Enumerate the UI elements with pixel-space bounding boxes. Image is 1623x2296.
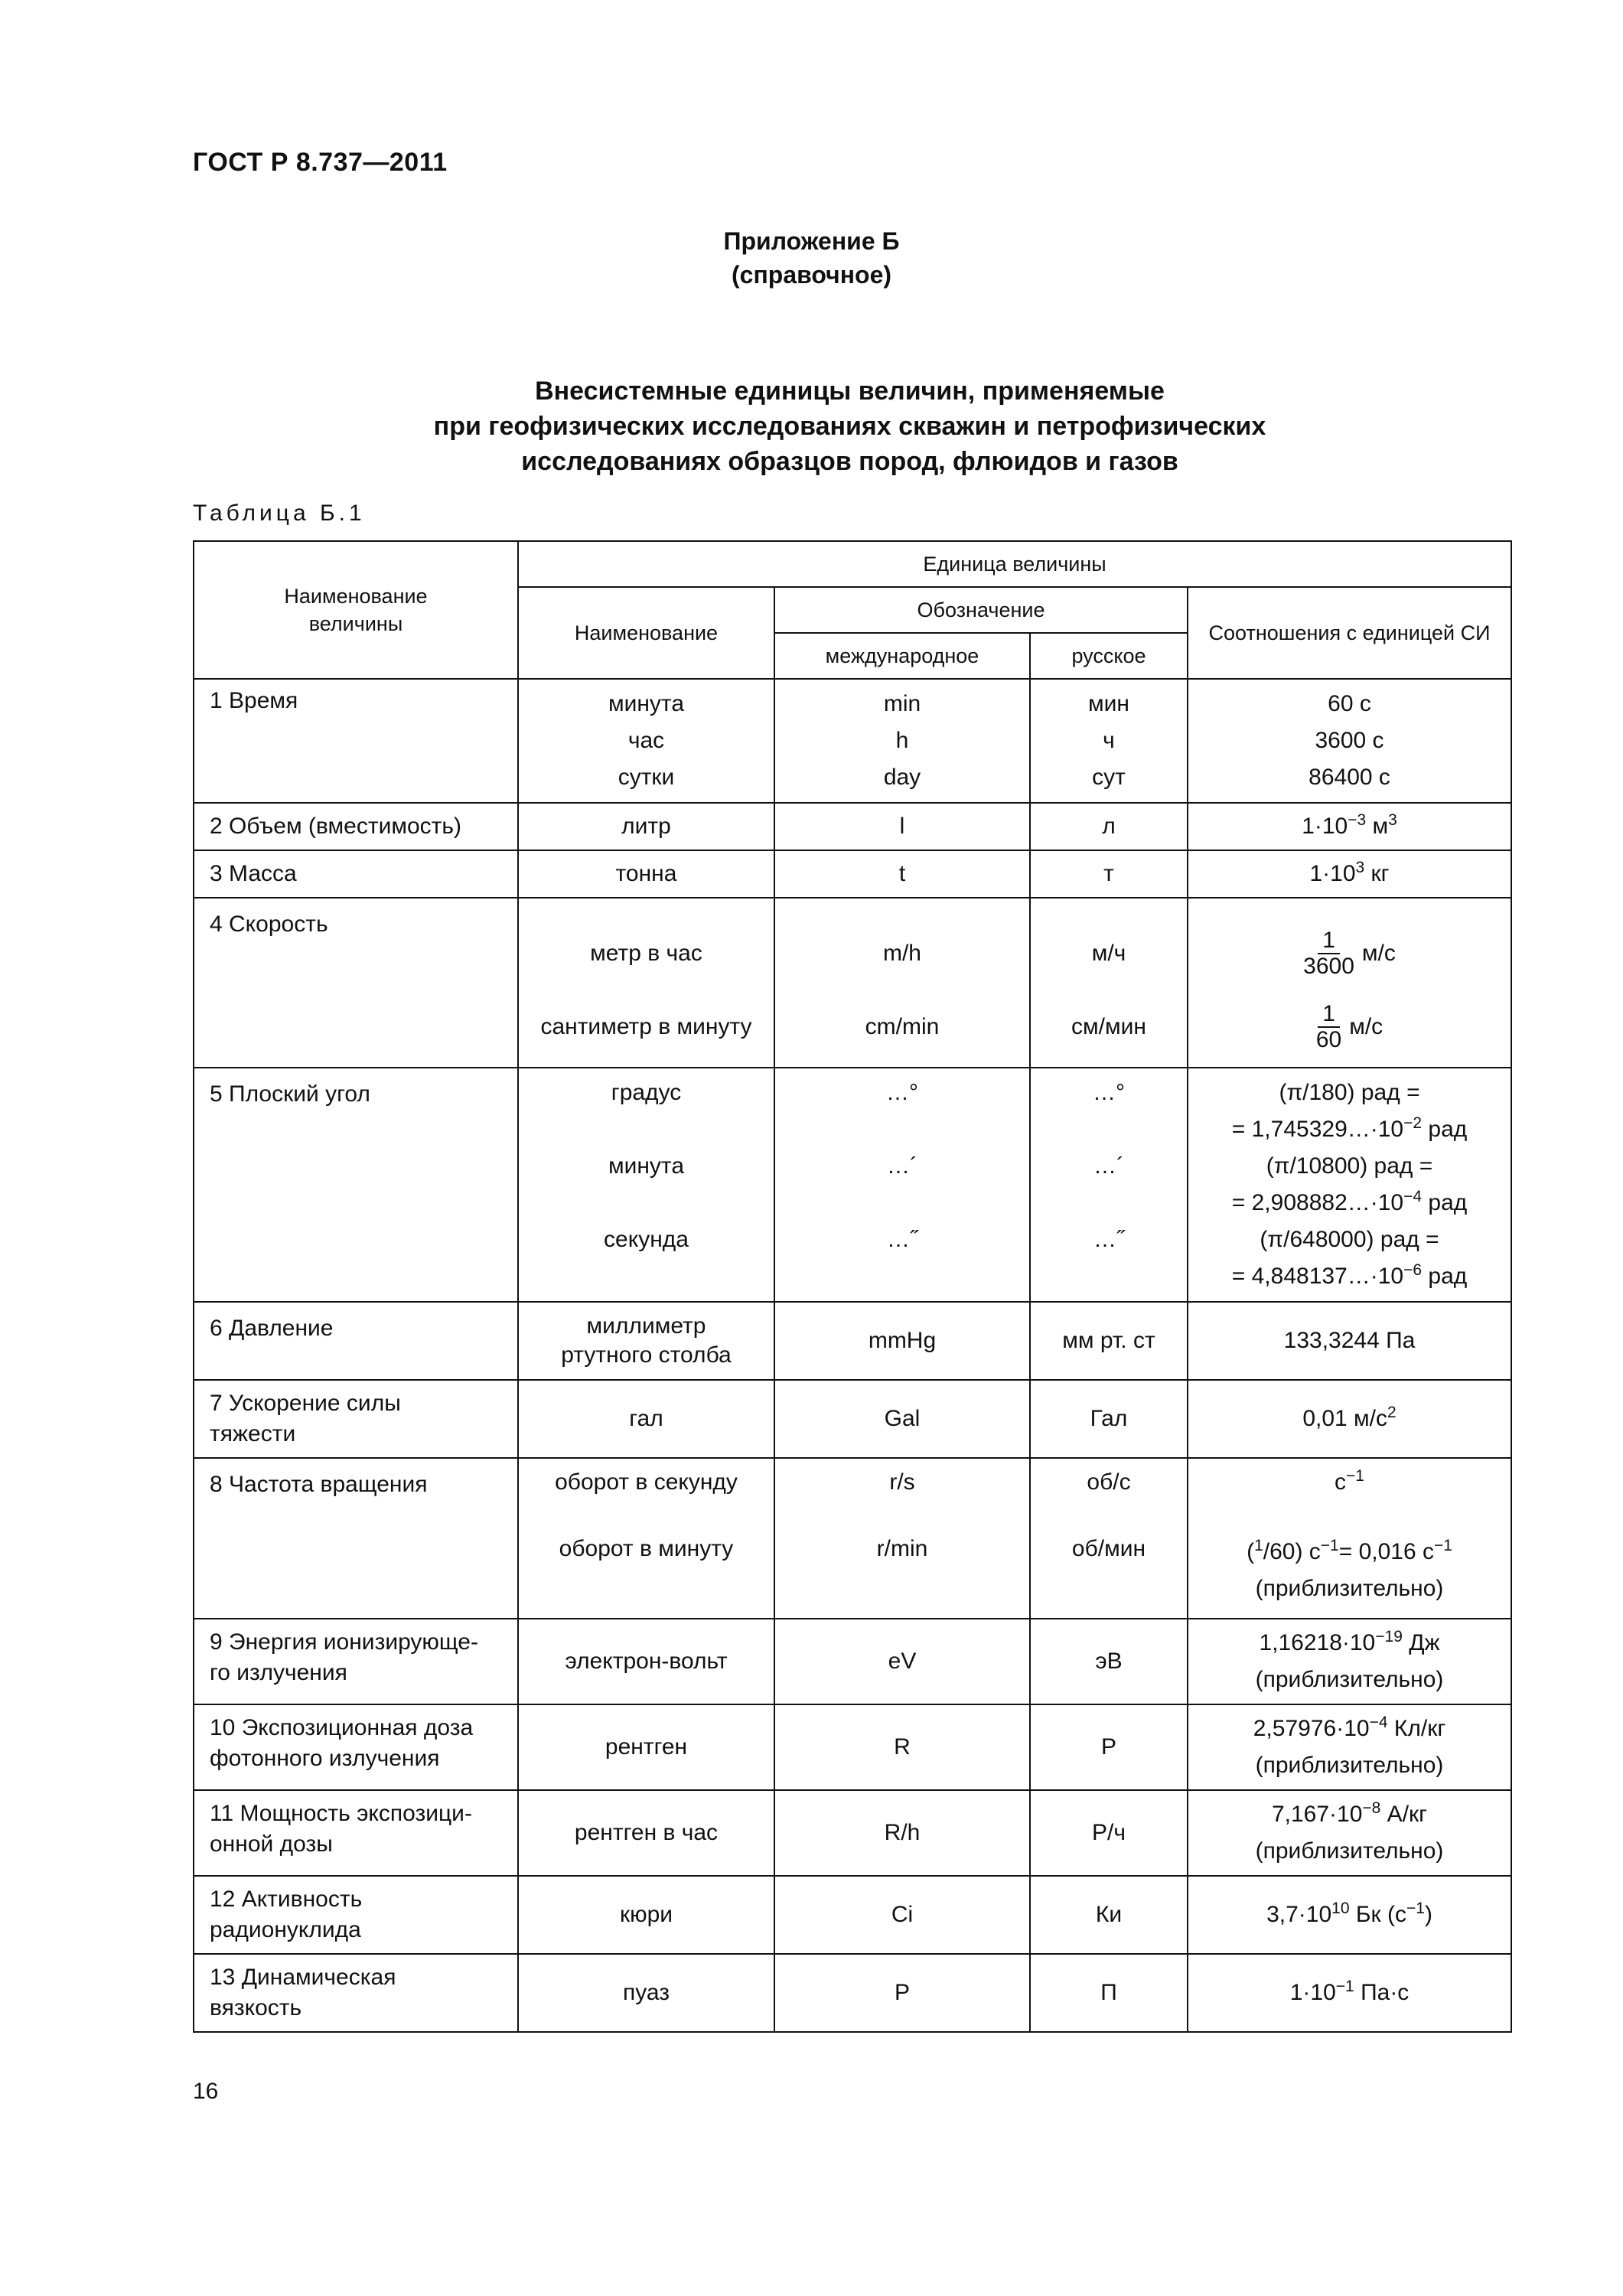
quantity-cell (194, 1380, 518, 1458)
title-line: исследованиях образцов пород, флюидов и газов (521, 447, 1178, 476)
rus-symbol: …´ (1093, 1153, 1124, 1179)
quantity-cell: 1 Время (194, 679, 518, 803)
quantity-cell (194, 1876, 518, 1954)
table-row (194, 1068, 1511, 1302)
unit-name: оборот в секунду (555, 1469, 738, 1495)
rus-cell (1030, 679, 1188, 803)
si-cell (1188, 1068, 1511, 1302)
intl-cell (774, 1068, 1030, 1302)
quantity-cell: 6 Давление (194, 1302, 518, 1380)
table-row (194, 1954, 1511, 2032)
si-value: $с^{-1}$ (1335, 1467, 1364, 1495)
appendix-heading (0, 224, 1623, 292)
si-cell (1188, 679, 1511, 803)
unit-name-cell (518, 679, 774, 803)
rus-symbol: …° (1093, 1080, 1125, 1105)
rus-cell: Р (1030, 1704, 1188, 1790)
unit-name: секунда (604, 1227, 689, 1252)
table-row (194, 850, 1511, 898)
rus-symbol: об/с (1087, 1469, 1131, 1495)
si-cell: $1\cdot 10^3$ кг (1188, 850, 1511, 898)
table-row (194, 679, 1511, 803)
unit-name: ртутного столба (561, 1342, 732, 1368)
standard-designation: ГОСТ Р 8.737—2011 (193, 148, 448, 177)
table-row (194, 1704, 1511, 1790)
quantity-cell (194, 1954, 518, 2032)
page-number: 16 (193, 2079, 219, 2104)
intl-cell: l (774, 803, 1030, 850)
si-cell: 0,01 $м/с^2$ (1188, 1380, 1511, 1458)
header-russian: русское (1030, 633, 1188, 679)
header-si-relation: Соотношения с единицей СИ (1188, 587, 1511, 679)
table-row (194, 1876, 1511, 1954)
intl-symbol: …´ (887, 1153, 917, 1179)
si-cell: $3,7\cdot 10^{10}$ Бк $(с^{-1})$ (1188, 1876, 1511, 1954)
si-value: = $1,745329\dots\cdot 10^{-2}$ рад (1231, 1114, 1468, 1142)
rus-symbol: ч (1103, 728, 1115, 753)
si-value: = $4,848137\dots\cdot 10^{-6}$ рад (1231, 1261, 1468, 1289)
intl-symbol: cm/min (865, 1014, 940, 1039)
rus-symbol: см/мин (1071, 1014, 1146, 1039)
si-value: $2,57976\cdot 10^{-4}$ Кл/кг (1253, 1714, 1446, 1741)
unit-name: сутки (618, 765, 675, 790)
document-title (0, 373, 1623, 479)
table-row (194, 1790, 1511, 1876)
rus-cell (1030, 898, 1188, 1068)
si-fraction: $\frac{1}{3600}$ м/с (1303, 928, 1396, 979)
quantity-line: радионуклида (210, 1917, 361, 1942)
unit-name-cell: рентген (518, 1704, 774, 1790)
quantity-line: тяжести (210, 1421, 296, 1446)
rus-cell: т (1030, 850, 1188, 898)
rus-symbol: мин (1088, 691, 1129, 716)
table-row (194, 1302, 1511, 1380)
rus-symbol: об/мин (1071, 1536, 1146, 1561)
rus-symbol: м/ч (1091, 941, 1126, 966)
intl-symbol: r/min (876, 1536, 928, 1561)
quantity-line: го излучения (210, 1660, 347, 1685)
table-row (194, 898, 1511, 1068)
intl-cell: mmHg (774, 1302, 1030, 1380)
si-cell: 133,3244 Па (1188, 1302, 1511, 1380)
si-cell (1188, 1458, 1511, 1619)
intl-cell: Ci (774, 1876, 1030, 1954)
unit-name-cell: пуаз (518, 1954, 774, 2032)
unit-name-cell (518, 898, 774, 1068)
intl-cell (774, 1458, 1030, 1619)
intl-cell: t (774, 850, 1030, 898)
quantity-line: 9 Энергия ионизирующе- (210, 1629, 478, 1655)
si-approx: (приблизительно) (1255, 1838, 1444, 1864)
unit-name: минута (608, 691, 685, 716)
si-cell (1188, 1790, 1511, 1876)
unit-name: минута (608, 1153, 685, 1179)
quantity-line: онной дозы (210, 1831, 333, 1857)
rus-cell (1030, 1068, 1188, 1302)
quantity-cell: 4 Скорость (194, 898, 518, 1068)
intl-symbol: r/s (889, 1469, 915, 1495)
intl-cell: R (774, 1704, 1030, 1790)
si-value: $7,167\cdot 10^{-8}$ А/кг (1271, 1799, 1428, 1827)
intl-cell (774, 679, 1030, 803)
rus-cell: л (1030, 803, 1188, 850)
si-cell (1188, 1704, 1511, 1790)
unit-name: сантиметр в минуту (540, 1014, 752, 1039)
intl-symbol: day (883, 765, 921, 790)
si-cell (1188, 1619, 1511, 1704)
si-value: $1,16218\cdot 10^{-19}$ Дж (1259, 1628, 1440, 1655)
intl-symbol: …° (886, 1080, 918, 1105)
intl-cell: Gal (774, 1380, 1030, 1458)
quantity-line: вязкость (210, 1995, 302, 2020)
rus-symbol: сут (1092, 765, 1126, 790)
table-row (194, 1380, 1511, 1458)
si-approx: (приблизительно) (1255, 1753, 1444, 1778)
intl-symbol: …˝ (887, 1227, 917, 1252)
quantity-line: 12 Активность (210, 1887, 363, 1912)
si-cell: $1\cdot 10^{-1}$ Па·с (1188, 1954, 1511, 2032)
si-value: (π/10800) рад = (1266, 1153, 1433, 1179)
rus-cell: мм рт. ст (1030, 1302, 1188, 1380)
units-table (193, 540, 1512, 2033)
unit-name-cell: литр (518, 803, 774, 850)
title-line: Внесистемные единицы величин, применяемые (535, 377, 1165, 406)
table-row (194, 1458, 1511, 1619)
si-value: (π/180) рад = (1279, 1080, 1420, 1105)
intl-cell: R/h (774, 1790, 1030, 1876)
unit-name-cell (518, 1068, 774, 1302)
header-unit: Единица величины (518, 541, 1511, 587)
intl-cell (774, 898, 1030, 1068)
si-value: (π/648000) рад = (1260, 1227, 1439, 1252)
appendix-type: (справочное) (731, 261, 892, 289)
table-label: Таблица Б.1 (193, 501, 366, 526)
intl-symbol: m/h (882, 941, 921, 966)
unit-name-cell: гал (518, 1380, 774, 1458)
unit-name-cell: рентген в час (518, 1790, 774, 1876)
table-row (194, 1619, 1511, 1704)
intl-cell: P (774, 1954, 1030, 2032)
si-value: ($^1$/60) $с^{-1}= 0,016$ $с^{-1}$ (1247, 1537, 1452, 1564)
unit-name-cell (518, 1302, 774, 1380)
si-cell (1188, 898, 1511, 1068)
quantity-line: 10 Экспозиционная доза (210, 1715, 474, 1740)
quantity-cell (194, 1790, 518, 1876)
si-value: = $2,908882\dots\cdot 10^{-4}$ рад (1231, 1188, 1468, 1215)
header-quantity: Наименование величины (194, 541, 518, 679)
intl-symbol: h (895, 728, 909, 753)
rus-cell: Ки (1030, 1876, 1188, 1954)
unit-name-cell: кюри (518, 1876, 774, 1954)
unit-name: час (627, 728, 665, 753)
quantity-cell: 5 Плоский угол (194, 1068, 518, 1302)
quantity-line: 13 Динамическая (210, 1965, 396, 1990)
unit-name-cell (518, 1458, 774, 1619)
si-value: 86400 с (1309, 765, 1390, 790)
header-international: международное (774, 633, 1030, 679)
quantity-cell (194, 1619, 518, 1704)
quantity-line: 11 Мощность экспозици- (210, 1801, 472, 1826)
intl-cell: eV (774, 1619, 1030, 1704)
quantity-cell: 3 Масса (194, 850, 518, 898)
quantity-cell: 2 Объем (вместимость) (194, 803, 518, 850)
table-row (194, 803, 1511, 850)
si-approx: (приблизительно) (1255, 1667, 1444, 1692)
rus-symbol: …˝ (1093, 1227, 1124, 1252)
quantity-line: фотонного излучения (210, 1746, 440, 1771)
unit-name-cell: электрон-вольт (518, 1619, 774, 1704)
unit-name: оборот в минуту (559, 1536, 734, 1561)
title-line: при геофизических исследованиях скважин и петрофизических (433, 412, 1266, 441)
rus-cell: П (1030, 1954, 1188, 2032)
header-unit-name: Наименование (518, 587, 774, 679)
unit-name: градус (611, 1080, 682, 1105)
si-cell: $1\cdot 10^{-3}$ $м^3$ (1188, 803, 1511, 850)
rus-cell: эВ (1030, 1619, 1188, 1704)
rus-cell: Гал (1030, 1380, 1188, 1458)
unit-name: миллиметр (586, 1313, 706, 1339)
si-approx: (приблизительно) (1255, 1576, 1444, 1601)
unit-name: метр в час (590, 941, 702, 966)
rus-cell (1030, 1458, 1188, 1619)
quantity-cell (194, 1704, 518, 1790)
intl-symbol: min (883, 691, 921, 716)
si-value: 60 с (1328, 691, 1371, 716)
rus-cell: Р/ч (1030, 1790, 1188, 1876)
quantity-line: 7 Ускорение силы (210, 1391, 401, 1416)
si-fraction: $\frac{1}{60}$ м/с (1315, 1001, 1383, 1052)
quantity-cell: 8 Частота вращения (194, 1458, 518, 1619)
header-designation: Обозначение (774, 587, 1188, 633)
appendix-title: Приложение Б (723, 227, 900, 255)
si-value: 3600 с (1315, 728, 1384, 753)
unit-name-cell: тонна (518, 850, 774, 898)
